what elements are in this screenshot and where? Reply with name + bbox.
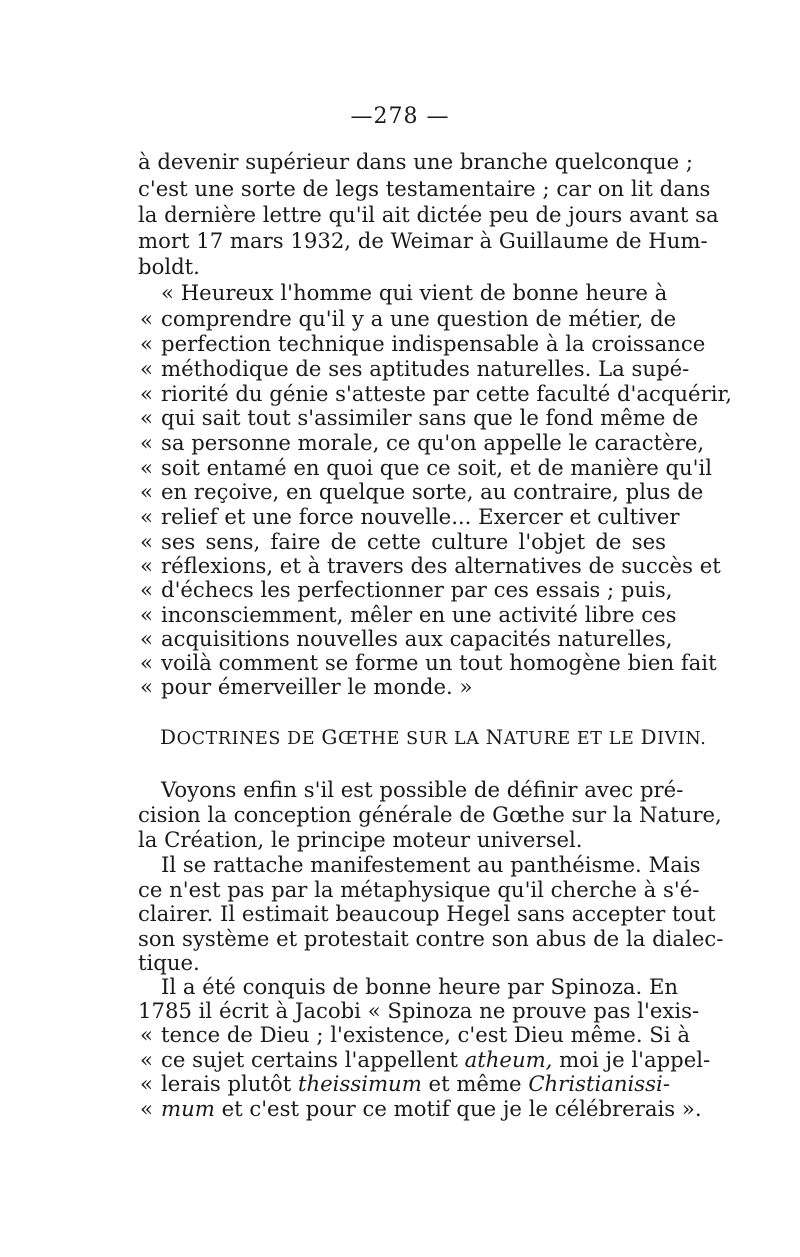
quote-line: « soit entamé en quoi que ce soit, et de manière qu'il: [140, 455, 713, 480]
quote-mark: «: [140, 479, 153, 504]
text-line: boldt.: [138, 254, 200, 279]
quote-line: « qui sait tout s'assimiler sans que le fond même de: [140, 405, 699, 430]
quote-line: « inconsciemment, mêler en une activité libre ces: [140, 602, 677, 627]
quote-line: « ses sens, faire de cette culture l'objet de ses: [140, 529, 666, 554]
quote-mark: «: [140, 674, 153, 699]
quote-mark: «: [140, 529, 153, 554]
quote-mark: «: [140, 381, 153, 406]
quote-line: « riorité du génie s'atteste par cette faculté d'acquérir,: [140, 381, 733, 406]
quote-line: « ce sujet certains l'appellent atheum, moi je l'appel-: [140, 1047, 711, 1072]
quote-mark: «: [140, 650, 153, 675]
quote-line: « méthodique de ses aptitudes naturelles. La supé-: [140, 356, 690, 381]
text-line: ce n'est pas par la métaphysique qu'il cherche à s'é-: [138, 877, 700, 902]
quote-mark: «: [140, 331, 153, 356]
text-line: la dernière lettre qu'il ait dictée peu de jours avant sa: [138, 202, 719, 227]
quote-mark: «: [140, 405, 153, 430]
quote-line: « voilà comment se forme un tout homogène bien fait: [140, 650, 717, 675]
quote-line: « d'échecs les perfectionner par ces essais ; puis,: [140, 577, 673, 602]
quote-mark: «: [140, 1096, 153, 1121]
text-line: tique.: [138, 950, 200, 975]
quote-mark: «: [140, 553, 153, 578]
text-line: Voyons enfin s'il est possible de définir avec pré-: [161, 777, 684, 802]
quote-mark: «: [140, 306, 153, 331]
text-line: à devenir supérieur dans une branche quelconque ;: [138, 149, 694, 174]
quote-mark: «: [140, 577, 153, 602]
text-line: Il se rattache manifestement au panthéisme. Mais: [161, 852, 701, 877]
quote-mark: «: [140, 1071, 153, 1096]
quote-mark: «: [140, 602, 153, 627]
text-line: mort 17 mars 1932, de Weimar à Guillaume de Hum-: [138, 228, 708, 253]
text-line: Il a été conquis de bonne heure par Spinoza. En: [161, 974, 679, 999]
text-line: 1785 il écrit à Jacobi « Spinoza ne prouve pas l'exis-: [138, 998, 700, 1023]
quote-line: « perfection technique indispensable à la croissance: [140, 331, 706, 356]
quote-line: « en reçoive, en quelque sorte, au contraire, plus de: [140, 479, 704, 504]
quote-line: « lerais plutôt theissimum et même Christianissi-: [140, 1071, 670, 1096]
quote-mark: «: [140, 430, 153, 455]
quote-line: « mum et c'est pour ce motif que je le célébrerais ».: [140, 1096, 702, 1121]
quote-line: « tence de Dieu ; l'existence, c'est Dieu même. Si à: [140, 1022, 690, 1047]
quote-mark: «: [140, 504, 153, 529]
quote-line: « relief et une force nouvelle... Exercer et cultiver: [140, 504, 680, 529]
text-line: c'est une sorte de legs testamentaire ; car on lit dans: [138, 176, 711, 201]
quote-mark: «: [140, 626, 153, 651]
quote-line: « Heureux l'homme qui vient de bonne heure à: [161, 280, 668, 305]
quote-line: « comprendre qu'il y a une question de métier, de: [140, 306, 677, 331]
text-line: clairer. Il estimait beaucoup Hegel sans accepter tout: [138, 901, 716, 926]
text-line: son système et protestait contre son abus de la dialec-: [138, 926, 724, 951]
quote-line: « pour émerveiller le monde. »: [140, 674, 473, 699]
page-number: —278 —: [350, 104, 450, 129]
quote-mark: «: [140, 1022, 153, 1047]
quote-line: « sa personne morale, ce qu'on appelle le caractère,: [140, 430, 705, 455]
text-line: cision la conception générale de Gœthe sur la Nature,: [138, 802, 722, 827]
quote-line: « réflexions, et à travers des alternatives de succès et: [140, 553, 721, 578]
quote-line: « acquisitions nouvelles aux capacités naturelles,: [140, 626, 673, 651]
quote-mark: «: [140, 356, 153, 381]
section-heading: DOCTRINES DE GŒTHE SUR LA NATURE ET LE DIVIN.: [160, 725, 707, 749]
text-line: la Création, le principe moteur universel.: [138, 827, 583, 852]
quote-mark: «: [140, 1047, 153, 1072]
quote-mark: «: [140, 455, 153, 480]
